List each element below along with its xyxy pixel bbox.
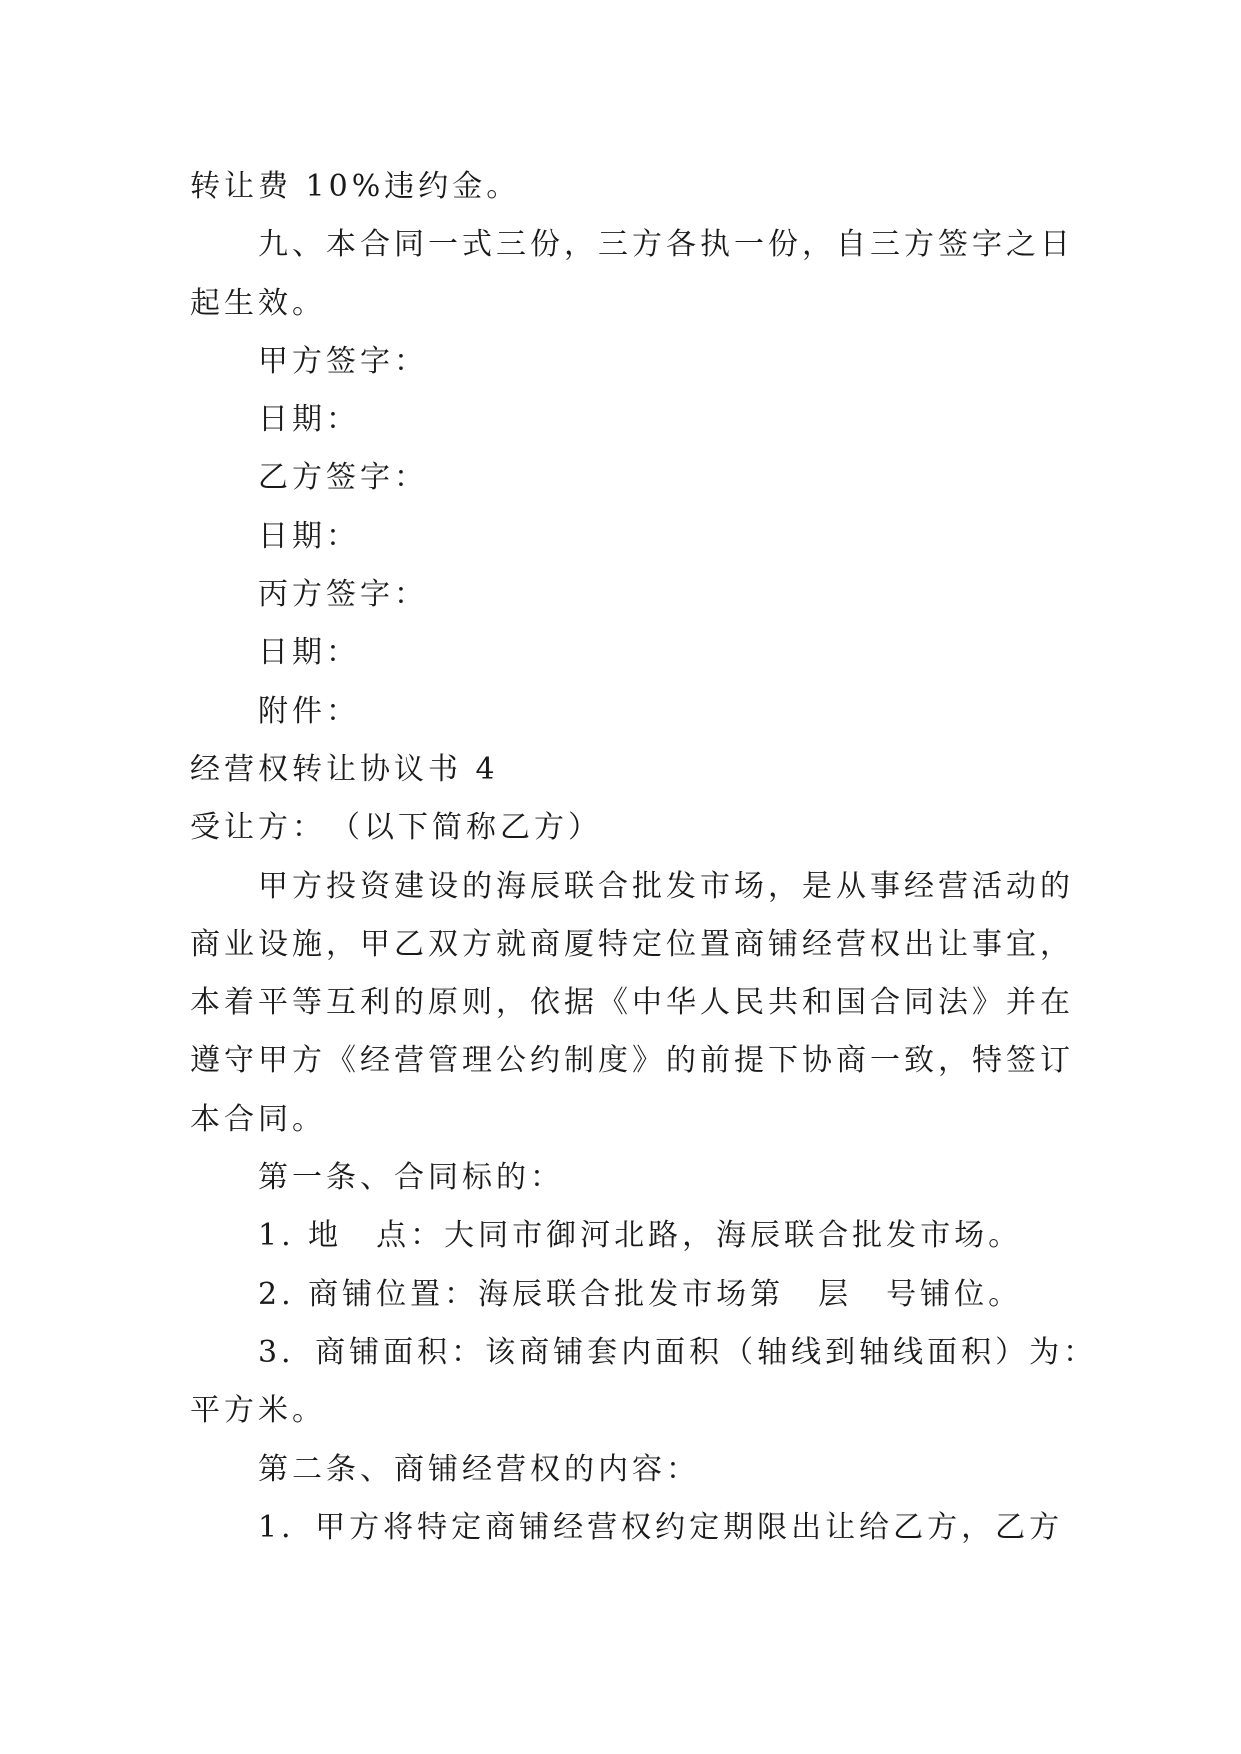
text-line: 平方米。	[190, 1393, 326, 1429]
signature-label-party-a: 甲方签字：	[258, 343, 428, 379]
date-label: 日期：	[258, 518, 360, 554]
date-label: 日期：	[258, 635, 360, 671]
text-line: 本着平等互利的原则，依据《中华人民共和国合同法》并在	[190, 985, 1074, 1021]
document-body	[190, 158, 1098, 1557]
text-line: 1．甲方将特定商铺经营权约定期限出让给乙方，乙方	[258, 1509, 1064, 1545]
section-title: 经营权转让协议书 4	[190, 751, 499, 787]
text-line: 受让方： （以下简称乙方）	[190, 810, 602, 846]
text-line: 3．商铺面积：该商铺套内面积（轴线到轴线面积）为：	[258, 1334, 1098, 1370]
text-line: 起生效。	[190, 285, 326, 321]
text-line: 商业设施，甲乙双方就商厦特定位置商铺经营权出让事宜，	[190, 926, 1074, 962]
text-line: 1. 地 点：大同市御河北路，海辰联合批发市场。	[258, 1218, 1023, 1254]
text-line: 甲方投资建设的海辰联合批发市场，是从事经营活动的	[258, 868, 1074, 904]
article-heading: 第二条、商铺经营权的内容：	[258, 1451, 700, 1487]
text-line: 转让费 10%违约金。	[190, 169, 521, 204]
signature-label-party-b: 乙方签字：	[258, 460, 428, 496]
text-line: 遵守甲方《经营管理公约制度》的前提下协商一致，特签订	[190, 1043, 1074, 1079]
date-label: 日期：	[258, 402, 360, 438]
text-line: 2. 商铺位置：海辰联合批发市场第 层 号铺位。	[258, 1276, 1023, 1312]
attachment-label: 附件：	[258, 693, 360, 729]
signature-label-party-c: 丙方签字：	[258, 577, 428, 613]
article-heading: 第一条、合同标的：	[258, 1160, 564, 1196]
text-line: 本合同。	[190, 1101, 326, 1137]
text-line: 九、本合同一式三份，三方各执一份，自三方签字之日	[258, 227, 1074, 263]
